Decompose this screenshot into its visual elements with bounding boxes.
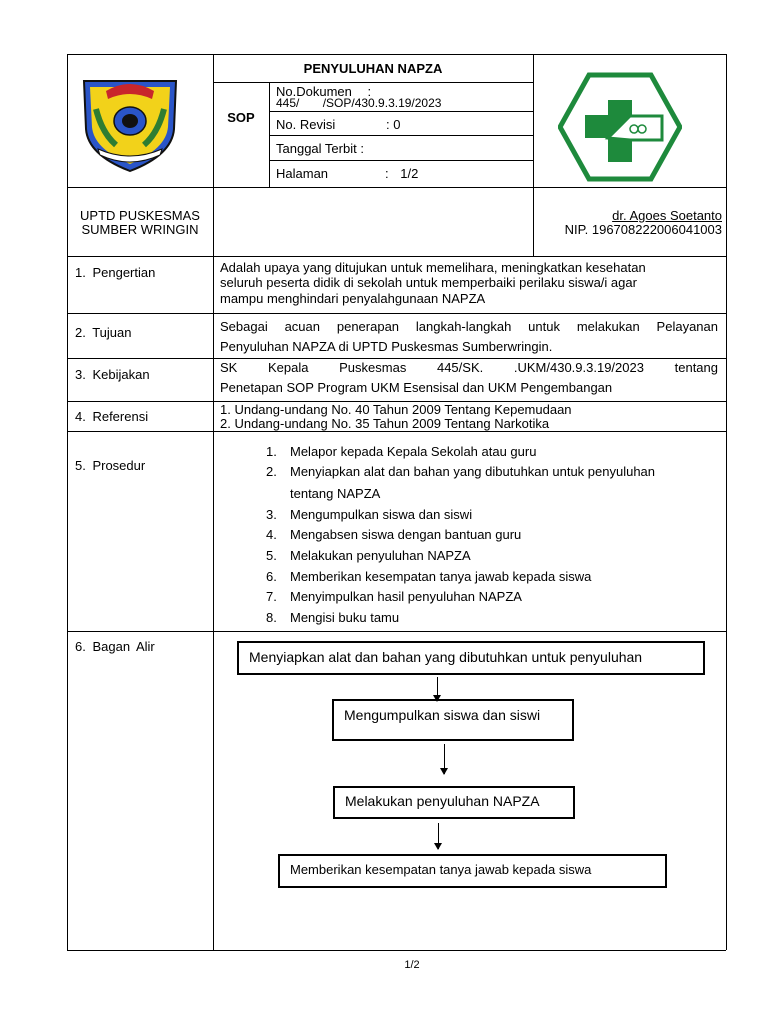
section-label-pengertian: 1. Pengertian (75, 265, 156, 280)
procedure-step-number: 1. (266, 444, 277, 459)
flowchart-box-label: Mengumpulkan siswa dan siswi (344, 707, 541, 723)
page-value: : 1/2 (385, 166, 419, 181)
doc-number-label: No.Dokumen : (276, 84, 372, 99)
procedure-step-text: tentang NAPZA (290, 486, 381, 501)
procedure-step-number: 8. (266, 610, 277, 625)
procedure-step-number: 4. (266, 527, 277, 542)
issue-date-label: Tanggal Terbit : (276, 141, 364, 156)
referensi-item: 2. Undang-undang No. 35 Tahun 2009 Tentang Narkotika (220, 416, 550, 431)
tujuan-text: Penyuluhan NAPZA di UPTD Puskesmas Sumberwringin. (220, 339, 553, 354)
kebijakan-text: SK Kepala Puskesmas 445/SK. .UKM/430.9.3.19/2023 tentang (220, 360, 718, 375)
procedure-step-text: Mengumpulkan siswa dan siswi (290, 507, 473, 522)
sop-label: SOP (227, 110, 255, 125)
section-label-kebijakan: 3. Kebijakan (75, 367, 150, 382)
flowchart-arrow (437, 677, 438, 701)
section-label-referensi: 4. Referensi (75, 409, 149, 424)
section-label-prosedur: 5. Prosedur (75, 458, 146, 473)
org-name-line1: UPTD PUSKESMAS (80, 208, 200, 223)
procedure-step-text: Menyimpulkan hasil penyuluhan NAPZA (290, 589, 522, 604)
procedure-step-number: 3. (266, 507, 277, 522)
pengertian-text: seluruh peserta didik di sekolah untuk memperbaiki perilaku siswa/i agar (220, 275, 637, 290)
document-title: PENYULUHAN NAPZA (303, 61, 443, 76)
revision-value: : 0 (386, 117, 401, 132)
flowchart-box-label: Memberikan kesempatan tanya jawab kepada siswa (290, 862, 592, 877)
section-label-tujuan: 2. Tujuan (75, 325, 132, 340)
flowchart-box-label: Melakukan penyuluhan NAPZA (345, 793, 540, 809)
procedure-step-text: Menyiapkan alat dan bahan yang dibutuhkan untuk penyuluhan (290, 464, 656, 479)
puskesmas-logo (558, 72, 682, 182)
flowchart-box (332, 699, 574, 741)
procedure-step-text: Melakukan penyuluhan NAPZA (290, 548, 471, 563)
procedure-step-number: 7. (266, 589, 277, 604)
referensi-item: 1. Undang-undang No. 40 Tahun 2009 Tentang Kepemudaan (220, 402, 572, 417)
flowchart-box (278, 854, 667, 888)
pengertian-text: Adalah upaya yang ditujukan untuk memelihara, meningkatkan kesehatan (220, 260, 646, 275)
signer-name: dr. Agoes Soetanto (612, 208, 722, 223)
pengertian-text: mampu menghindari penyalahgunaan NAPZA (220, 291, 486, 306)
org-name-line2: SUMBER WRINGIN (81, 222, 199, 237)
procedure-step-text: Mengabsen siswa dengan bantuan guru (290, 527, 522, 542)
procedure-step-number: 2. (266, 464, 277, 479)
revision-label: No. Revisi (276, 117, 336, 132)
procedure-step-number: 6. (266, 569, 277, 584)
district-logo (76, 69, 184, 175)
flowchart-box (237, 641, 705, 675)
page-label: Halaman (276, 166, 329, 181)
tujuan-text: Sebagai acuan penerapan langkah-langkah untuk melakukan Pelayanan (220, 319, 718, 334)
doc-number-value: 445/ /SOP/430.9.3.19/2023 (276, 96, 442, 110)
procedure-step-text: Melapor kepada Kepala Sekolah atau guru (290, 444, 537, 459)
section-label-bagan-alir: 6. Bagan Alir (75, 639, 155, 654)
page-number: 1/2 (404, 959, 420, 971)
flowchart-arrow (444, 744, 445, 774)
flowchart-box-label: Menyiapkan alat dan bahan yang dibutuhkan untuk penyuluhan (249, 649, 643, 665)
procedure-step-number: 5. (266, 548, 277, 563)
procedure-step-text: Mengisi buku tamu (290, 610, 400, 625)
procedure-step-text: Memberikan kesempatan tanya jawab kepada siswa (290, 569, 592, 584)
signer-nip: NIP. 196708222006041003 (564, 222, 722, 237)
kebijakan-text: Penetapan SOP Program UKM Esensisal dan UKM Pengembangan (220, 380, 613, 395)
flowchart-arrow (438, 823, 439, 849)
flowchart-box (333, 786, 575, 819)
